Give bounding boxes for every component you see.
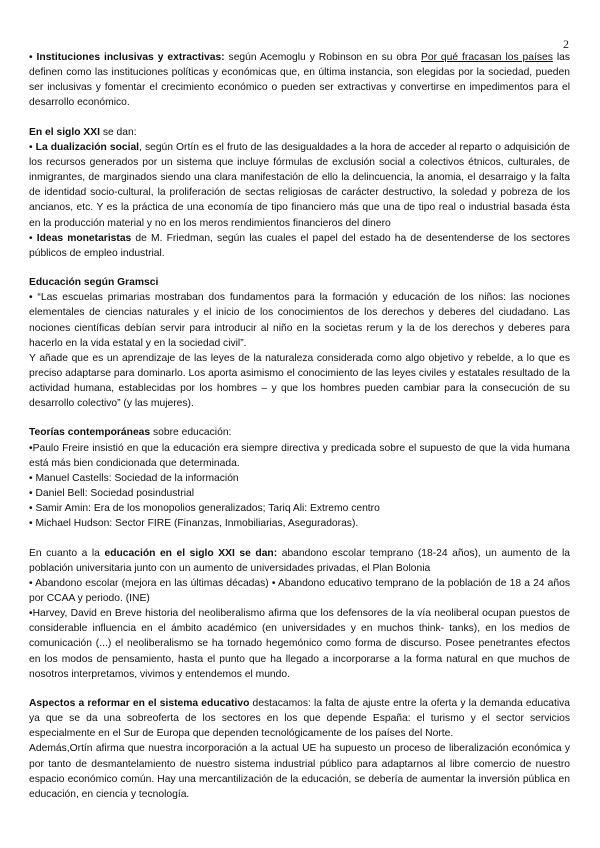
list-item: • Samir Amin: Era de los monopolios generalizados; Tariq Ali: Extremo centro [29,503,380,515]
heading-gramsci [29,275,570,290]
paragraph-instituciones [29,50,570,111]
paragraph-gramsci-quote: • “Las escuelas primarias mostraban dos fundamentos para la formación y educación de los niños: las nociones elementales de ciencias naturales y el inicio de los conocimientos de los derechos y deberes del ciudadano. Las nociones científicas debían servir para introducir al niño en la societas rerum y la de los derechos y deberes para hacerlo en la vida estatal y en la sociedad civil”. [29,292,570,349]
heading-aspectos-bold: Aspectos a reformar en el sistema educativo [29,697,250,709]
list-item: • Daniel Bell: Sociedad posindustrial [29,488,195,500]
heading-teorias [29,425,570,440]
paragraph-dualizacion [29,140,570,231]
heading-teorias-rest: sobre educación: [150,427,232,439]
book-title: Por qué fracasan los países [420,52,553,63]
paragraph-ideas-monetaristas [29,231,570,261]
text-ideas-monetaristas: de M. Friedman, según las cuales el papel del estado ha de desentenderse de los sectores públicos de empleo industrial. [29,232,570,259]
section-siglo-xxi [29,125,570,261]
intro-text: abandono escolar temprano (18-24 años), un aumento de la población universitaria junto con un aumento de universidades privadas, el Plan Bolonia [29,547,570,574]
section-aspectos [29,696,570,802]
list-item: • Michael Hudson: Sector FIRE (Finanzas, Inmobiliarias, Aseguradoras). [29,518,359,530]
heading-siglo-xxi-bold: En el siglo XXI [29,126,100,138]
term-ideas-monetaristas: Ideas monetaristas [36,232,132,244]
bullet: • [29,52,37,63]
paragraph-ortin: Además,Ortín afirma que nuestra incorporación a la actual UE ha supuesto un proceso de liberalización económica y por tanto de desmantelamiento de nuestro sistema industrial público para adaptarnos al libre comercio de nuestro espacio económico común. Hay una mercantilización de la educación, se debería de aumentar la inversión pública en educación, en ciencia y tecnología. [29,743,570,800]
intro-rest: se dan: [234,547,278,559]
term-instituciones: Instituciones inclusivas y extractivas: [36,52,225,63]
heading-gramsci-bold: Educación según Gramsci [29,277,159,289]
page-number: 2 [563,37,569,51]
list-item: • Manuel Castells: Sociedad de la información [29,472,239,484]
heading-siglo-xxi [29,125,570,140]
text-dualizacion: , según Ortín es el fruto de las desigualdades a la hora de acceder al reparto o adquisición de los recursos generados por un sistema que incluye fórmulas de exclusión social a colectivos étnicos, culturales, de inmigrantes, de marginados siendo una clara manifestación de ello la delincuencia, la anomia, el desarraigo y la falta de identidad socio-cultural, la proliferación de sectas religiosas de carácter destructivo, la soledad y pobreza de los ancianos, etc. Y es la práctica de una economía de tipo financiero más que una de tipo real o industrial basada ésta en la producción material y no en los meros rendimientos financieros del dinero [29,141,570,229]
text-before-book: según Acemoglu y Robinson en su obra [224,52,421,63]
paragraph-harvey: •Harvey, David en Breve historia del neoliberalismo afirma que los defensores de la vía neoliberal ocupan puestos de considerable influencia en el ámbito académico (en universidades y en muchos think- tanks), en los medios de comunicación (...) el neoliberalismo se ha tornado hegemónico como forma de discurso. Posee penetrantes efectos en los modos de pensamiento, hasta el punto que ha llegado a incorporarse a la forma natural en que muchos de nosotros interpretamos, vivimos y entendemos el mundo. [29,608,570,680]
bullet: • [29,232,37,244]
document-body [29,50,570,802]
section-instituciones [29,50,570,111]
list-item: •Paulo Freire insistió en que la educación era siempre directiva y predicada sobre el supuesto de que la vida humana está más bien condicionada que determinada. [29,442,570,469]
section-gramsci [29,275,570,411]
paragraph-abandono: • Abandono escolar (mejora en las últimas décadas) • Abandono educativo temprano de la población de 18 a 24 años por CCAA y periodo. (INE) [29,577,570,604]
section-educacion-xxi [29,546,570,682]
heading-teorias-bold: Teorías contemporáneas [29,427,151,439]
section-teorias [29,425,570,531]
text-aspectos: destacamos: la falta de ajuste entre la oferta y la demanda educativa ya que se da una sobreoferta de los sectores en los que depende España: el turismo y el sector servicios especialmente en el Sur de Europa que dependen tecnológicamente de los países del Norte. [29,697,570,740]
text-after-book: las definen como las instituciones políticas y económicas que, en última instancia, son elegidas por la sociedad, pueden ser inclusivas y fomentar el crecimiento económico o pueden ser extractivas y convertirse en impedimentos para el desarrollo económico. [29,52,571,109]
bullet: • [29,141,36,153]
paragraph-aspectos [29,696,570,741]
paragraph-gramsci-continuation: Y añade que es un aprendizaje de las leyes de la naturaleza considerada como algo objetivo y rebelde, a lo que es preciso adaptarse para dominarlo. Los aporta asimismo el conocimiento de las leyes civiles y estatales resultado de la actividad humana, establecidas por los hombres – y que los hombres pueden cambiar para la consecución de su desarrollo colectivo” (y las mujeres). [29,352,570,410]
term-educacion-xxi: educación en el siglo XXI [104,547,235,559]
heading-siglo-xxi-rest: se dan: [99,126,137,138]
paragraph-educacion-xxi-intro [29,546,570,576]
intro-pre: En cuanto a la [29,547,105,559]
term-dualizacion: La dualización social [35,141,140,153]
